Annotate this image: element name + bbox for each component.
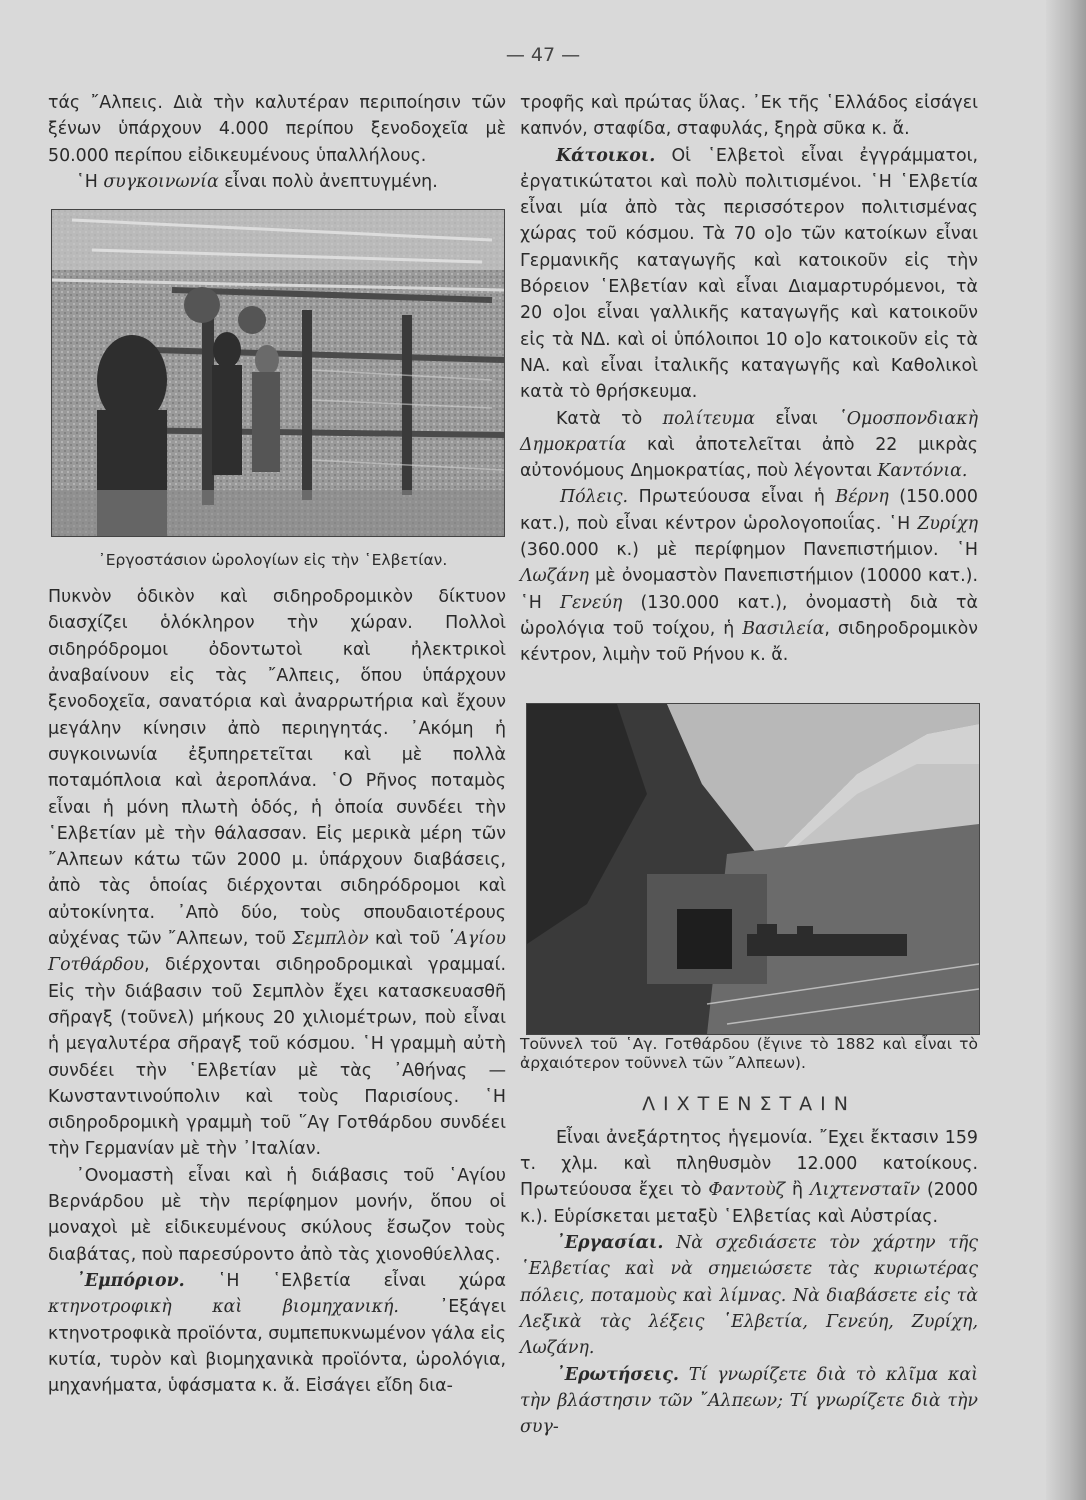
- paragraph-st-bernard: ᾿Ονομαστὴ εἶναι καὶ ἡ διάβασις τοῦ ῾Αγίου Βερνάρδου μὲ τὴν περίφημον μονήν, ὅπου οἱ μοναχοὶ μὲ εἰδικευμένους σκύλους ἔσωζον τοὺς διαβάτας, ποὺ παρεσύροντο ἀπὸ τὰς χιονοθύελλας.: [48, 1165, 506, 1265]
- term-cantons: Καντόνια.: [877, 461, 968, 482]
- city-vaduz: Φαντοὺζ: [708, 1180, 786, 1201]
- heading-questions: ᾿Ερωτήσεις.: [556, 1364, 679, 1385]
- term-simplon: Σεμπλὸν: [292, 929, 369, 950]
- right-column: [520, 90, 978, 1440]
- figure-2-caption: Τοῦννελ τοῦ ῾Αγ. Γοτθάρδου (ἔγινε τὸ 1882 καὶ εἶναι τὸ ἀρχαιότερον τοῦννελ τῶν ῎Αλπεων).: [520, 1034, 978, 1072]
- page-edge-shadow: [1046, 0, 1086, 1500]
- paragraph-transport: Πυκνὸν ὁδικὸν καὶ σιδηροδρομικὸν δίκτυον διασχίζει ὁλόκληρον τὴν χώραν. Πολλοὶ σιδηρόδρομοι ὀδοντωτοὶ καὶ ἠλεκτρικοὶ ἀναβαίνουν εἰς τὰς ῎Αλπεις, ὅπου ὑπάρχουν ξενοδοχεῖα, σανατόρια καὶ ἀναρρωτήρια καὶ ἔχουν μεγάλην κίνησιν ἀπὸ περιηγητάς. ᾿Ακόμη ἡ συγκοινωνία ἐξυπηρετεῖται καὶ μὲ πολλὰ ποταμόπλοια καὶ ἀεροπλάνα. ῾Ο Ρῆνος ποταμὸς εἶναι ἡ μόνη πλωτὴ ὁδός, ἡ ὁποία συνδέει τὴν ῾Ελβετίαν μὲ τὴν θάλασσαν. Εἰς μερικὰ μέρη τῶν ῎Αλπεων κάτω τῶν 2000 μ. ὑπάρχουν διαβάσεις, ἀπὸ τὰς ὁποίας διέρχονται σιδηρόδρομοι καὶ αὐτοκίνητα. ᾿Απὸ δύο, τοὺς σπουδαιοτέρους αὐχένας τῶν ῎Αλπεων, τοῦ Σεμπλὸν καὶ τοῦ ῾Αγίου Γοτθάρδου, διέρχονται σιδηροδρομικαὶ γραμμαί. Εἰς τὴν διάβασιν τοῦ Σεμπλὸν ἔχει κατασκευασθῆ σῆραγξ (τοῦνελ) μήκους 20 χιλιομέτρων, ποὺ εἶναι ἡ μεγαλυτέρα σῆραγξ τοῦ κόσμου. ῾Η γραμμὴ αὐτὴ συνδέει τὴν ῾Ελβετίαν μὲ τὰς ᾿Αθήνας — Κωνσταντινούπολιν καὶ τοὺς Παρισίους. ῾Η σιδηροδρομικὴ γραμμὴ τοῦ ῞Αγ Γοτθάρδου συνδέει τὴν Γερμανίαν μὲ τὴν ᾿Ιταλίαν.: [48, 587, 506, 1160]
- city-geneva: Γενεύη: [559, 592, 623, 613]
- paragraph-communication-intro: ῾Η συγκοινωνία εἶναι πολὺ ἀνεπτυγμένη.: [76, 171, 438, 192]
- page-number: — 47 —: [505, 44, 581, 66]
- term-communication: συγκοινωνία: [103, 171, 219, 192]
- paragraph-hotels: τάς ῎Αλπεις. Διὰ τὴν καλυτέραν περιποίησιν τῶν ξένων ὑπάρχουν 4.000 περίπου ξενοδοχεῖα μὲ 50.000 περίπου εἰδικευμένους ὑπαλλήλους.: [48, 93, 506, 166]
- term-st-gotthard: ῾Αγίου Γοτθάρδου: [48, 929, 506, 976]
- city-lausanne: Λωζάνη: [520, 566, 589, 587]
- gotthard-tunnel-photo: [526, 703, 980, 1035]
- term-economy: κτηνοτροφικὴ καὶ βιομηχανική.: [48, 1297, 399, 1318]
- city-zurich: Ζυρίχη: [917, 513, 978, 534]
- paragraph-inhabitants: Κάτοικοι. Οἱ ῾Ελβετοὶ εἶναι ἐγγράμματοι, ἐργατικώτατοι καὶ πολὺ πολιτισμένοι. ῾Η ῾Ελβετία εἶναι μία ἀπὸ τὰς περισσότερον πολιτισμένας χώρας τοῦ κόσμου. Τὰ 70 ο]ο τῶν κατοίκων εἶναι Γερμανικῆς καταγωγῆς καὶ κατοικοῦν εἰς τὴν Βόρειον ῾Ελβετίαν καὶ εἶναι Διαμαρτυρόμενοι, τὰ 20 ο]οι εἶναι γαλλικῆς καταγωγῆς καὶ κατοικοῦν εἰς τὰ ΝΔ. καὶ οἱ ὑπόλοιποι 10 ο]ο κατοικοῦν εἰς τὰ ΝΑ. καὶ εἶναι ἰταλικῆς καταγωγῆς καὶ Καθολικοὶ κατὰ τὸ θρήσκευμα.: [520, 145, 978, 403]
- paragraph-commerce: ᾿Εμπόριον. ῾Η ῾Ελβετία εἶναι χώρα κτηνοτροφικὴ καὶ βιομηχανική. ᾿Εξάγει κτηνοτροφικὰ προϊόντα, συμπεπυκνωμένον γάλα εἰς κυτία, τυρὸν καὶ βιομηχανικὰ προϊόντα, ὡρολόγια, μηχανήματα, ὑφάσματα κ. ἄ. Εἰσάγει εἴδη δια-: [48, 1270, 507, 1397]
- city-bern: Βέρνη: [835, 487, 889, 508]
- figure-1-caption: ᾿Εργοστάσιον ὡρολογίων εἰς τὴν ῾Ελβετίαν.: [98, 551, 448, 570]
- paragraph-imports: τροφῆς καὶ πρώτας ὕλας. ᾿Εκ τῆς ῾Ελλάδος εἰσάγει καπνόν, σταφίδα, σταφυλάς, ξηρὰ σῦκα κ. ἄ.: [520, 93, 978, 140]
- term-federal-republic: ῾Ομοσπονδιακὴ Δημοκρατία: [520, 408, 978, 455]
- paragraph-exercises: ᾿Εργασίαι. Νὰ σχεδιάσετε τὸν χάρτην τῆς ῾Ελβετίας καὶ νὰ σημειώσετε τὰς κυριωτέρας πόλεις, ποταμοὺς καὶ λίμνας. Νὰ διαβάσετε εἰς τὰ Λεξικὰ τὰς λέξεις ῾Ελβετία, Γενεύη, Ζυρίχη, Λωζάνη.: [520, 1233, 978, 1359]
- city-liechtenstein: Λιχτενσταῖν: [809, 1180, 921, 1201]
- paragraph-questions: ᾿Ερωτήσεις. Τί γνωρίζετε διὰ τὸ κλῖμα καὶ τὴν βλάστησιν τῶν ῎Αλπεων; Τί γνωρίζετε διὰ τὴν συγ-: [520, 1364, 978, 1438]
- heading-cities: Πόλεις.: [560, 487, 629, 508]
- heading-exercises: ᾿Εργασίαι.: [556, 1233, 664, 1254]
- section-title-liechtenstein: ΛΙΧΤΕΝΣΤΑΙΝ: [642, 1092, 856, 1115]
- city-basel: Βασιλεία: [742, 618, 825, 639]
- paragraph-cities: Πόλεις. Πρωτεύουσα εἶναι ἡ Βέρνη (150.000 κατ.), ποὺ εἶναι κέντρον ὡρολογοποιΐας. ῾Η Ζυρίχη (360.000 κ.) μὲ περίφημον Πανεπιστήμιον. ῾Η Λωζάνη μὲ ὀνομαστὸν Πανεπιστήμιον (10000 κατ.). ῾Η Γενεύη (130.000 κατ.), ὀνομαστὴ διὰ τὰ ὡρολόγια τοῦ τοίχου, ἡ Βασιλεία, σιδηροδρομικὸν κέντρον, λιμὴν τοῦ Ρήνου κ. ἄ.: [520, 487, 978, 666]
- heading-commerce: ᾿Εμπόριον.: [76, 1270, 185, 1291]
- paragraph-government: Κατὰ τὸ πολίτευμα εἶναι ῾Ομοσπονδιακὴ Δημοκρατία καὶ ἀποτελεῖται ἀπὸ 22 μικρὰς αὐτονόμους Δημοκρατίας, ποὺ λέγονται Καντόνια.: [520, 408, 978, 482]
- watch-factory-photo: [51, 209, 505, 537]
- term-polity: πολίτευμα: [662, 408, 755, 429]
- paragraph-liechtenstein: Εἶναι ἀνεξάρτητος ἡγεμονία. ῎Εχει ἔκτασιν 159 τ. χλμ. καὶ πληθυσμὸν 12.000 κατοίκους. Πρωτεύουσα ἔχει τὸ Φαντοὺζ ἢ Λιχτενσταῖν (2000 κ.). Εὑρίσκεται μεταξὺ ῾Ελβετίας καὶ Αὐστρίας.: [520, 1127, 978, 1227]
- left-column: [48, 90, 506, 1399]
- heading-inhabitants: Κάτοικοι.: [556, 145, 656, 166]
